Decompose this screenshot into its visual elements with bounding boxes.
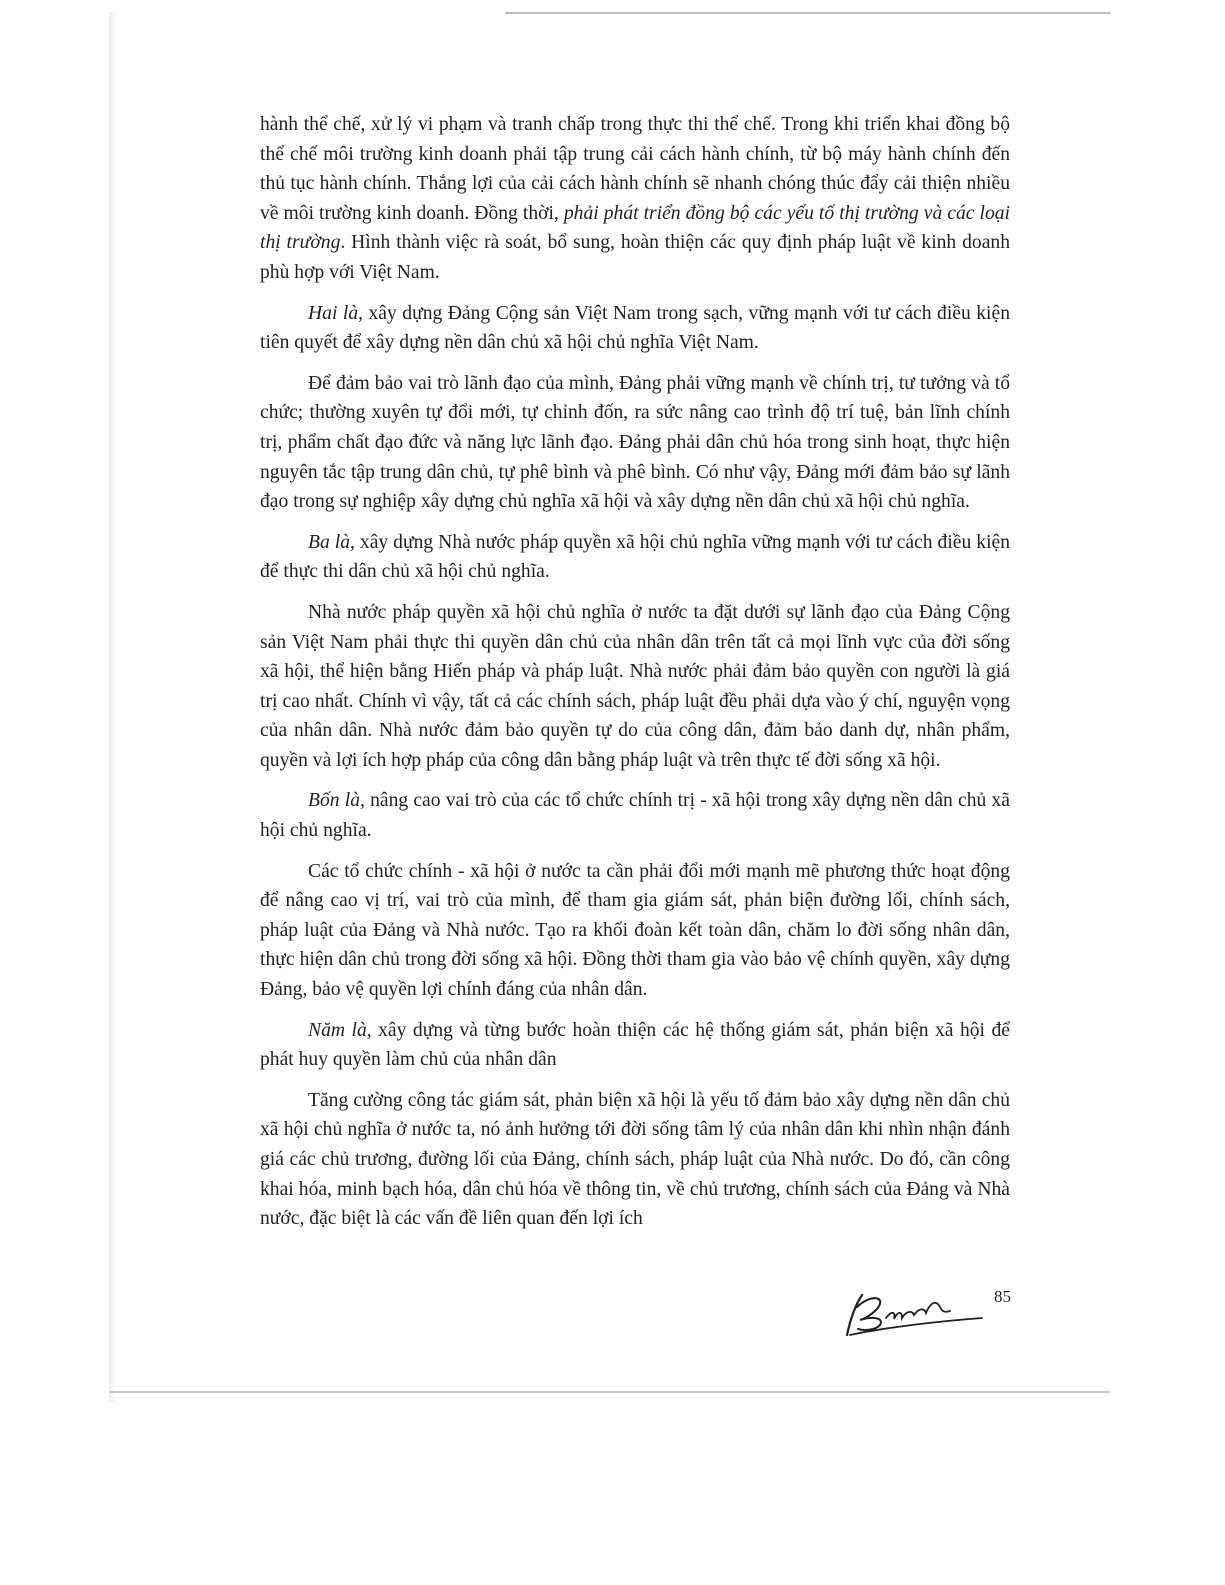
body-paragraph <box>260 1016 1010 1075</box>
text-run: hành thể chế, xử lý vi phạm và tranh chấp trong thực thi thể chế. Trong khi triển khai đồng bộ thể chế môi trường kinh doanh phải tập trung cải cách hành chính, từ bộ máy hành chính đến thủ tục hành chính. Thắng lợi của cải cách hành chính sẽ nhanh chóng thúc đẩy cải thiện nhiều về môi trường kinh doanh. Đồng thời, <box>260 114 1010 224</box>
text-run: Nhà nước pháp quyền xã hội chủ nghĩa ở nước ta đặt dưới sự lãnh đạo của Đảng Cộng sản Việt Nam phải thực thi quyền dân chủ của nhân dân trên tất cả mọi lĩnh vực của đời sống xã hội, thể hiện bằng Hiến pháp và pháp luật. Nhà nước phải đảm bảo quyền con người là giá trị cao nhất. Chính vì vậy, tất cả các chính sách, pháp luật đều phải dựa vào ý chí, nguyện vọng của nhân dân. Nhà nước đảm bảo quyền tự do của công dân, đảm bảo danh dự, nhân phẩm, quyền và lợi ích hợp pháp của công dân bằng pháp luật và trên thực tế đời sống xã hội. <box>260 601 1010 771</box>
paragraph-lead: Năm là, <box>308 1019 372 1041</box>
body-paragraph <box>260 857 1010 1005</box>
paragraph-lead: Bốn là, <box>308 790 365 812</box>
text-run: xây dựng và từng bước hoàn thiện các hệ thống giám sát, phản biện xã hội để phát huy quyền làm chủ của nhân dân <box>260 1019 1010 1071</box>
body-paragraph <box>260 598 1010 776</box>
document-body <box>260 110 1010 1245</box>
body-paragraph <box>260 299 1010 358</box>
text-run: . Hình thành việc rà soát, bổ sung, hoàn thiện các quy định pháp luật về kinh doanh phù hợp với Việt Nam. <box>260 232 1010 283</box>
text-run: nâng cao vai trò của các tổ chức chính trị - xã hội trong xây dựng nền dân chủ xã hội chủ nghĩa. <box>260 790 1010 842</box>
body-paragraph <box>260 528 1010 587</box>
italic-phrase: phải phát triển đồng bộ các yếu tố thị trường và các loại thị trường <box>260 202 1010 254</box>
paragraph-lead: Ba là, <box>308 531 355 553</box>
text-run: Các tổ chức chính - xã hội ở nước ta cần phải đổi mới mạnh mẽ phương thức hoạt động để nâng cao vị trí, vai trò của mình, để tham gia giám sát, phản biện đường lối, chính sách, pháp luật của Đảng và Nhà nước. Tạo ra khối đoàn kết toàn dân, chăm lo đời sống nhân dân, thực hiện dân chủ trong đời sống xã hội. Đồng thời tham gia vào bảo vệ chính quyền, xây dựng Đảng, bảo vệ quyền lợi chính đáng của nhân dân. <box>260 860 1010 1001</box>
text-run: Để đảm bảo vai trò lãnh đạo của mình, Đảng phải vững mạnh về chính trị, tư tưởng và tổ chức; thường xuyên tự đổi mới, tự chỉnh đốn, ra sức nâng cao trình độ trí tuệ, bản lĩnh chính trị, phẩm chất đạo đức và năng lực lãnh đạo. Đảng phải dân chủ hóa trong sinh hoạt, thực hiện nguyên tắc tập trung dân chủ, tự phê bình và phê bình. Có như vậy, Đảng mới đảm bảo sự lãnh đạo trong sự nghiệp xây dựng chủ nghĩa xã hội và xây dựng nền dân chủ xã hội chủ nghĩa. <box>260 372 1010 513</box>
body-paragraph <box>260 786 1010 845</box>
text-run: Tăng cường công tác giám sát, phản biện xã hội là yếu tố đảm bảo xây dựng nền dân chủ xã hội chủ nghĩa ở nước ta, nó ảnh hưởng tới đời sống tâm lý của nhân dân khi nhìn nhận đánh giá các chủ trương, đường lối của Đảng, chính sách, pháp luật của Nhà nước. Do đó, cần công khai hóa, minh bạch hóa, dân chủ hóa về thông tin, về chủ trương, chính sách của Đảng và Nhà nước, đặc biệt là các vấn đề liên quan đến lợi ích <box>260 1089 1010 1230</box>
scan-edge-bottom <box>110 1391 1110 1393</box>
page-number: 85 <box>994 1287 1011 1306</box>
scan-edge-top <box>505 12 1110 14</box>
paragraph-lead: Hai là, <box>308 302 364 324</box>
handwritten-signature <box>842 1285 987 1340</box>
scan-edge-left <box>109 12 117 1402</box>
body-paragraph <box>260 1086 1010 1234</box>
text-run: xây dựng Nhà nước pháp quyền xã hội chủ nghĩa vững mạnh với tư cách điều kiện để thực thi dân chủ xã hội chủ nghĩa. <box>260 531 1011 583</box>
text-run: xây dựng Đảng Cộng sản Việt Nam trong sạch, vững mạnh với tư cách điều kiện tiên quyết để xây dựng nền dân chủ xã hội chủ nghĩa Việt Nam. <box>260 302 1010 354</box>
body-paragraph <box>260 110 1010 288</box>
body-paragraph <box>260 369 1010 517</box>
